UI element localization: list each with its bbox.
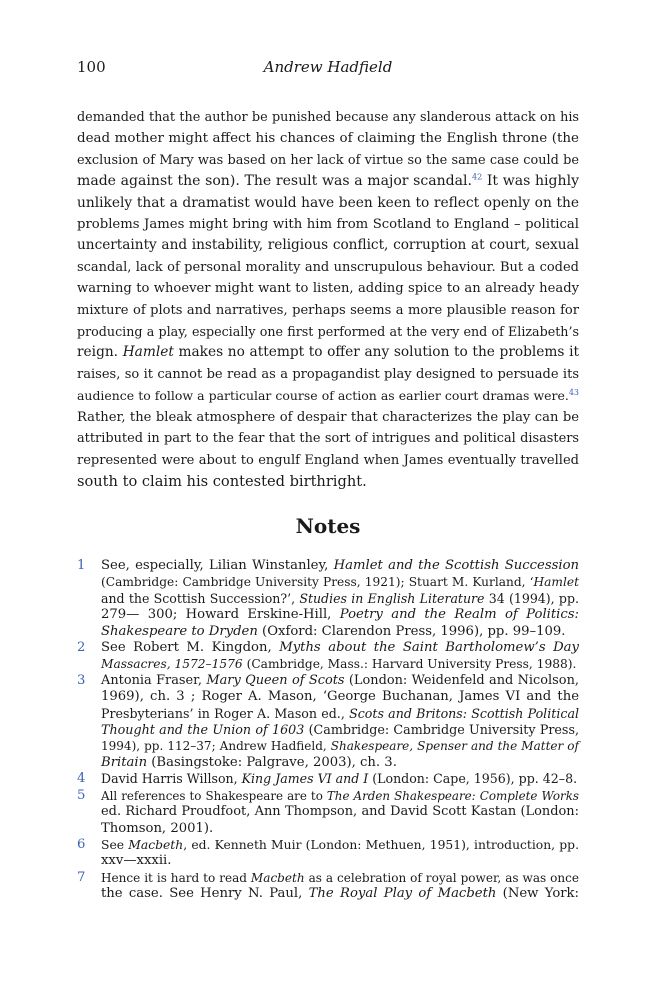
note-line	[101, 591, 579, 607]
note-item	[77, 837, 579, 870]
note-item	[77, 788, 579, 837]
body-line: demanded that the author be punished because any slanderous attack on his	[77, 110, 579, 125]
notes-heading: Notes	[295, 514, 361, 538]
note-line: Thomson, 2001).	[101, 820, 214, 836]
body-line	[77, 171, 579, 192]
body-text-segment: made against the son). The result was a major scandal.	[77, 173, 472, 190]
note-title: Macbeth	[250, 870, 305, 885]
note-line	[101, 722, 579, 738]
body-line: mixture of plots and narratives, perhaps seems a more plausible reason for	[77, 302, 579, 318]
note-line	[101, 706, 579, 722]
body-line	[77, 385, 579, 406]
note-number[interactable]: 7	[77, 869, 86, 885]
body-text-segment: It was highly	[482, 173, 580, 190]
body-line: problems James might bring with him from Scotland to England – political	[77, 217, 579, 233]
note-title: Studies in English Literature	[299, 590, 485, 606]
note-text	[101, 558, 579, 640]
page-header	[77, 58, 579, 78]
note-segment: (London: Cape, 1956), pp. 42–8.	[368, 771, 578, 787]
note-title: Hamlet and the Scottish Succession	[333, 558, 580, 573]
note-line	[101, 738, 579, 754]
note-text	[101, 640, 579, 673]
note-segment: See, especially, Lilian Winstanley,	[101, 558, 334, 573]
body-text-segment: audience to follow a particular course of action as earlier court dramas were.	[77, 388, 569, 404]
body-text-segment: reign.	[77, 344, 123, 361]
note-item	[77, 558, 579, 640]
note-title: Britain	[101, 754, 148, 770]
note-line	[101, 771, 579, 787]
note-title: Massacres, 1572–1576	[101, 657, 243, 672]
note-line	[101, 886, 579, 902]
note-text	[101, 870, 579, 903]
note-number[interactable]: 1	[77, 558, 86, 573]
note-title: Shakespeare, Spenser and the Matter of	[330, 739, 579, 754]
note-line	[101, 673, 579, 689]
note-title: Scots and Britons: Scottish Political	[349, 705, 580, 721]
body-line: scandal, lack of personal morality and unscrupulous behaviour. But a coded	[77, 259, 579, 275]
note-text	[101, 837, 579, 870]
note-line	[101, 640, 579, 656]
note-text	[101, 771, 579, 787]
note-segment: Hence it is hard to read	[101, 870, 251, 885]
note-segment: (Cambridge, Mass.: Harvard University Press, 1988).	[242, 657, 577, 672]
footnote-ref-42[interactable]: 42	[472, 172, 483, 182]
note-segment: 1994), pp. 112–37; Andrew Hadfield,	[101, 739, 331, 754]
body-line: exclusion of Mary was based on her lack of virtue so the same case could be	[77, 152, 579, 168]
note-line	[101, 558, 579, 574]
note-title: Poetry and the Realm of Politics:	[339, 607, 579, 623]
note-segment: 279— 300; Howard Erskine-Hill,	[101, 607, 340, 623]
body-line: uncertainty and instability, religious conflict, corruption at court, sexual	[77, 237, 579, 254]
note-line	[101, 870, 579, 886]
title-hamlet: Hamlet	[122, 344, 174, 361]
body-line: warning to whoever might want to listen, adding spice to an already heady	[77, 281, 579, 297]
note-segment: the case. See Henry N. Paul,	[101, 886, 309, 902]
note-title: Macbeth	[128, 837, 184, 852]
note-line	[101, 755, 579, 771]
note-segment: (Cambridge: Cambridge University Press, 1921); Stuart M. Kurland, ‘	[101, 575, 534, 590]
note-line	[101, 607, 579, 623]
note-segment: Presbyterians’ in Roger A. Mason ed.,	[101, 705, 350, 721]
note-title: Thought and the Union of 1603	[101, 722, 305, 738]
note-segment: as a celebration of royal power, as was once	[304, 870, 580, 885]
note-number[interactable]: 4	[77, 771, 86, 787]
body-line: raises, so it cannot be read as a propagandist play designed to persuade its	[77, 366, 579, 382]
note-segment: (Basingstoke: Palgrave, 2003), ch. 3.	[147, 754, 397, 770]
note-segment: and the Scottish Succession?’,	[101, 590, 300, 606]
note-text	[101, 788, 579, 837]
note-line: 1969), ch. 3 ; Roger A. Mason, ‘George Buchanan, James VI and the	[101, 689, 579, 705]
note-number[interactable]: 2	[77, 640, 86, 656]
note-line	[101, 656, 579, 672]
note-segment: (Oxford: Clarendon Press, 1996), pp. 99–109.	[257, 623, 566, 639]
note-item	[77, 640, 579, 673]
note-title: The Royal Play of Macbeth	[308, 886, 497, 902]
note-segment: 34 (1994), pp.	[484, 590, 579, 606]
note-title: Hamlet	[533, 575, 579, 590]
note-number[interactable]: 3	[77, 672, 86, 688]
body-line: producing a play, especially one first performed at the very end of Elizabeth’s	[77, 324, 579, 340]
footnote-ref-43[interactable]: 43	[568, 388, 579, 398]
note-line: ed. Richard Proudfoot, Ann Thompson, and David Scott Kastan (London:	[101, 804, 579, 820]
note-line	[101, 574, 579, 590]
body-paragraph	[77, 107, 579, 492]
note-text	[101, 673, 579, 771]
note-segment: All references to Shakespeare are to	[101, 788, 327, 803]
note-segment: (Cambridge: Cambridge University Press,	[304, 722, 579, 738]
note-line	[101, 837, 579, 853]
page-number: 100	[77, 58, 106, 76]
note-segment: (New York:	[496, 886, 579, 902]
note-item	[77, 771, 579, 787]
body-line: represented were about to engulf England when James eventually travelled	[77, 452, 579, 468]
note-segment: David Harris Willson,	[101, 771, 242, 787]
note-item	[77, 870, 579, 903]
note-segment: Antonia Fraser,	[101, 672, 207, 688]
body-line: unlikely that a dramatist would have been keen to reflect openly on the	[77, 194, 579, 211]
body-line: south to claim his contested birthright.	[77, 472, 367, 490]
note-number[interactable]: 5	[77, 787, 86, 803]
note-segment: See Robert M. Kingdon,	[101, 640, 280, 656]
note-item	[77, 673, 579, 771]
running-head-author: Andrew Hadfield	[263, 58, 393, 76]
note-title: King James VI and I	[241, 771, 369, 787]
note-title: Myths about the Saint Bartholomew’s Day	[279, 640, 579, 656]
note-line	[101, 624, 579, 640]
body-line: Rather, the bleak atmosphere of despair that characterizes the play can be	[77, 409, 579, 425]
note-line: xxv—xxxii.	[101, 853, 172, 869]
body-text-segment: makes no attempt to offer any solution to the problems it	[173, 344, 580, 361]
note-line	[101, 788, 579, 804]
note-title: Mary Queen of Scots	[206, 672, 345, 688]
note-number[interactable]: 6	[77, 836, 86, 852]
body-line: dead mother might affect his chances of claiming the English throne (the	[77, 131, 579, 147]
notes-list	[77, 558, 579, 903]
note-title: Shakespeare to Dryden	[101, 623, 258, 639]
note-segment: See	[101, 837, 129, 852]
note-segment: (London: Weidenfeld and Nicolson,	[344, 672, 579, 688]
note-title: The Arden Shakespeare: Complete Works	[326, 788, 580, 803]
body-line: attributed in part to the fear that the sort of intrigues and political disasters	[77, 431, 579, 447]
note-segment: , ed. Kenneth Muir (London: Methuen, 1951), introduction, pp.	[183, 837, 579, 852]
body-line	[77, 342, 579, 363]
